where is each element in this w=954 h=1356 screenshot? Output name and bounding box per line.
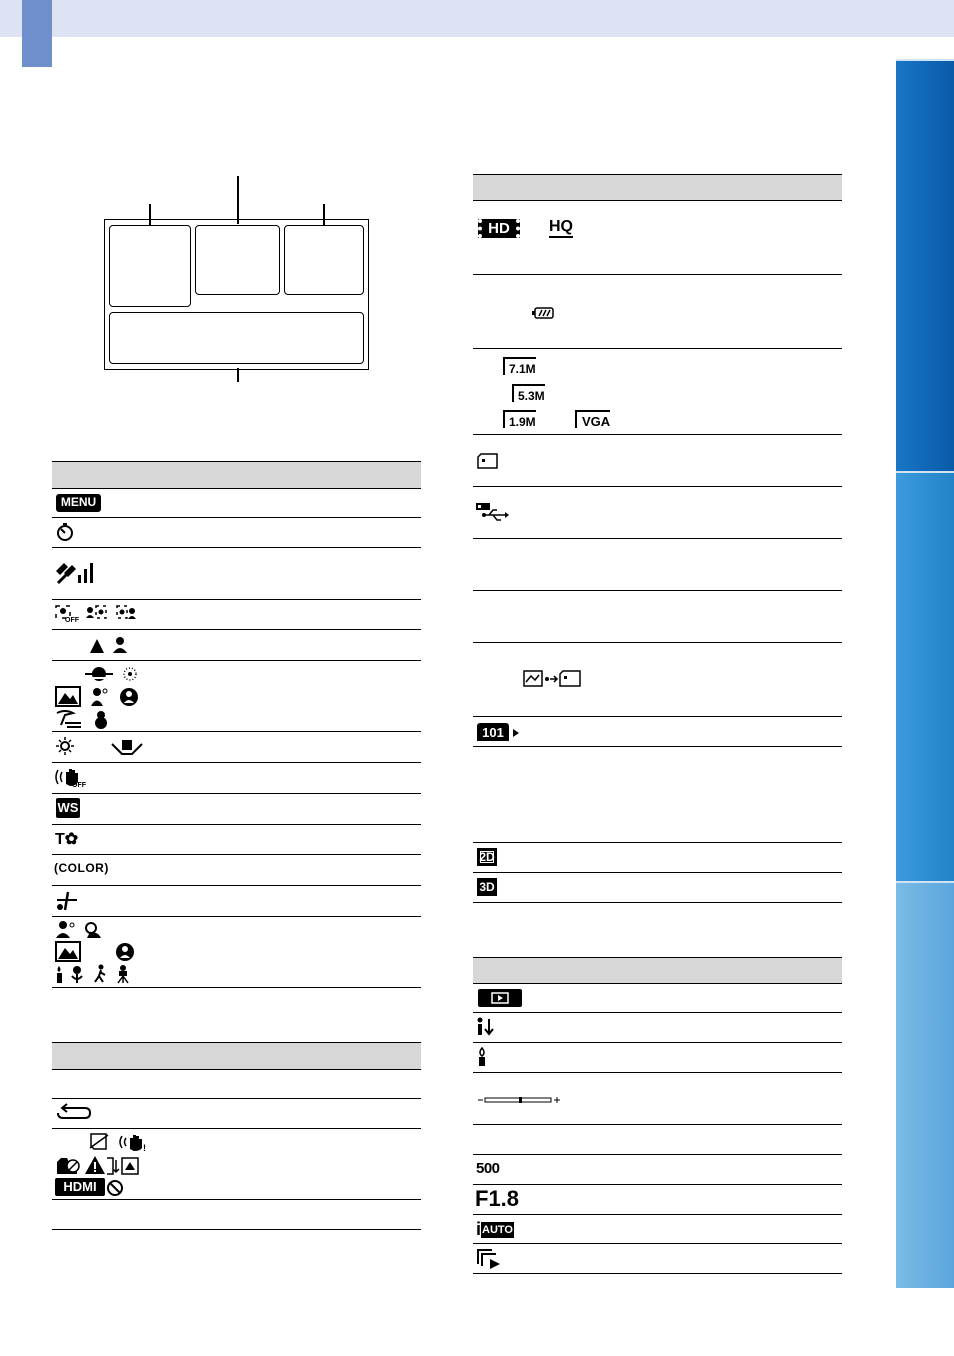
shutter-speed-icon: 500 (476, 1160, 500, 1177)
side-tab-1[interactable] (896, 59, 954, 471)
playback-button-icon (478, 989, 522, 1007)
header-accent-block (22, 0, 52, 67)
photo-to-memory-card-icon (523, 670, 583, 688)
exposure-slider[interactable] (477, 1094, 561, 1106)
screen-area-right (284, 225, 364, 295)
aperture-value-icon: F1.8 (475, 1186, 520, 1211)
screen-area-bottom (109, 312, 364, 364)
table-header (473, 174, 842, 201)
folder-number-icon: 101 (477, 723, 509, 741)
low-light-icon (477, 1047, 487, 1067)
x-v-color-icon: (COLOR) (54, 861, 109, 875)
scene-portrait-baby-icons (55, 920, 105, 940)
scene-night-sunset-fireworks-icons (55, 664, 145, 684)
battery-icon (532, 307, 554, 319)
table-header (52, 461, 421, 489)
prohibited-icon (106, 1179, 124, 1197)
side-tab-3[interactable] (896, 881, 954, 1288)
play-arrow-icon (512, 728, 520, 738)
slideshow-icon (476, 1248, 502, 1270)
mode-3d-icon: 3D (477, 878, 497, 896)
callout-line-bottom (237, 368, 239, 382)
screen-area-center (195, 225, 280, 295)
hq-quality-icon: HQ (549, 218, 573, 238)
svg-text:OFF: OFF (65, 617, 79, 624)
landscape-portrait-icons (90, 635, 130, 655)
memory-card-icon (477, 453, 499, 469)
image-size-7-1m-icon: 7.1M (503, 357, 536, 375)
callout-line-center-top (237, 176, 239, 224)
self-timer-icon (55, 522, 75, 542)
intelligent-info-icon (476, 1017, 496, 1037)
scene-landscape-night-spotlight-icons (55, 941, 140, 963)
table-header (52, 1042, 421, 1070)
screen-area-left (109, 225, 191, 307)
gps-satellite-icon (54, 559, 94, 587)
wide-select-icon: WS (56, 798, 80, 818)
steadyshot-off-icon (54, 766, 90, 788)
image-size-5-3m-icon: 5.3M (512, 384, 545, 402)
hdmi-icon: HDMI (55, 1178, 105, 1196)
header-band (0, 0, 954, 37)
image-size-1-9m-icon: 1.9M (503, 410, 536, 428)
image-size-vga-icon: VGA (575, 410, 610, 428)
menu-icon: MENU (56, 494, 101, 512)
mode-2d-icon: 2D (477, 848, 497, 866)
white-balance-icons (55, 736, 150, 756)
usb-connection-icon (475, 502, 509, 522)
table-header (473, 957, 842, 984)
warning-camera-shake-card-icons (55, 1154, 145, 1176)
repeat-playback-icon (55, 1103, 93, 1123)
warning-memory-card-steadyshot-icons (88, 1132, 154, 1152)
scene-candle-flower-sport-tripod-icons (55, 964, 145, 984)
side-tab-2[interactable] (896, 471, 954, 881)
scene-landscape-portrait-spotlight-icons (55, 686, 145, 708)
hd-quality-icon: HD (478, 219, 520, 238)
intelligent-auto-icon: iAUTO (476, 1219, 513, 1239)
svg-text:!: ! (143, 1143, 146, 1152)
svg-text:OFF: OFF (72, 782, 86, 788)
face-detection-icons (55, 604, 140, 624)
scene-beach-snow-icons (55, 709, 115, 729)
golf-shot-icon (55, 890, 79, 912)
tele-macro-icon: T✿ (55, 831, 79, 848)
